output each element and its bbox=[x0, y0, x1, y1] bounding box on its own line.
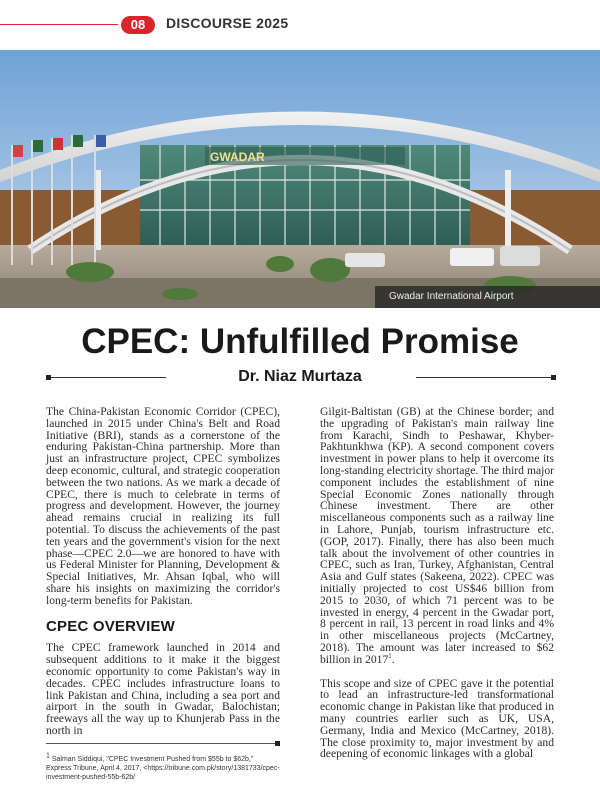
author-name: Dr. Niaz Murtaza bbox=[238, 368, 362, 385]
column-left bbox=[46, 406, 280, 737]
page-number-badge: 08 bbox=[121, 16, 155, 34]
page-header bbox=[0, 0, 600, 50]
column-right bbox=[320, 406, 554, 760]
publication-title: DISCOURSE 2025 bbox=[166, 15, 289, 31]
airport-photo bbox=[0, 50, 600, 308]
author-rule-right bbox=[416, 377, 556, 378]
footnote-rule bbox=[46, 743, 280, 744]
intro-paragraph: The China-Pakistan Economic Corridor (CPEC), launched in 2015 under China's Belt and Road Initiative (BRI), stands as a cornerstone of the enduring Pakistan-China partnership. More than just an infrastructure project, CPEC symbolizes deep economic, cultural, and strategic cooperation between the two nations. As we mark a decade of CPEC, there is much to celebrate in terms of progress and development. However, the journey ahead remains crucial in realizing its full potential. To discuss the achievements of the past ten years and the government's vision for the next phase—CPEC 2.0—we are honored to have with us Federal Minister for Planning, Development & Special Initiatives, Mr. Ahsan Iqbal, who will share his insights on maximizing the corridor's long-term benefits for Pakistan. bbox=[46, 405, 280, 607]
photo-caption: Gwadar International Airport bbox=[375, 286, 600, 308]
section-heading: CPEC OVERVIEW bbox=[46, 617, 176, 635]
overview-paragraph: The CPEC framework launched in 2014 and subsequent additions to it make it the biggest economic opportunity to come Pakistan's way in decades. CPEC includes infrastructure loans to link Pakistan and China, including a sea port and airport in the south in Gwadar, Balochistan; freeways all the way up to Khunjerab Pass in the north in bbox=[46, 641, 280, 737]
header-rule bbox=[0, 24, 118, 25]
airport-sign: GWADAR bbox=[210, 150, 265, 164]
article-title: CPEC: Unfulfilled Promise bbox=[81, 322, 519, 361]
body-paragraph-2: This scope and size of CPEC gave it the potential to lead an infrastructure-led transformational economic change in Pakistan like that produced in many countries earlier such as UK, USA, Germany, India and Mexico (McCartney, 2018). The close proximity to, major investment by and deepening of economic linkages with a global bbox=[320, 676, 554, 761]
body-paragraph: Gilgit-Baltistan (GB) at the Chinese border; and the upgrading of Pakistan's main railway line from Karachi, Sindh to Peshawar, Khyber-Pakhtunkhwa (KP). A second component covers investment in power plans to help it overcome its long-standing electricity shortage. The third major component includes the establishment of nine Special Economic Zones nationally through Chinese investment. There are other miscellaneous components such as a railway line in Lahore, Punjab, tourism infrastructure etc. (GOP, 2017). Finally, there has also been much talk about the involvement of other countries in CPEC, such as Iran, Turkey, Afghanistan, Central Asia and Gulf states (Sakeena, 2022). CPEC was initially projected to cost US$46 billion from 2015 to 2030, of which 71 percent was to be invested in energy, 4 percent in the Gwadar port, 8 percent in rail, 13 percent in road links and 4% in other miscellaneous projects (McCartney, 2018). The amount was later increased to $62 billion in 2017$^1$. bbox=[320, 405, 554, 666]
footnote-marker: 1 bbox=[46, 752, 50, 760]
footnote-ref[interactable]: 1 bbox=[388, 651, 392, 660]
footnote bbox=[46, 752, 280, 782]
footnote-text: Salman Siddiqui, "CPEC Investment Pushed from $55b to $62b," Express Tribune, April 4, 2017, <https://tribune.com.pk/story/1381733/cpec-investment-pushed-55b-62b/ bbox=[46, 756, 280, 781]
body-paragraph-text: Gilgit-Baltistan (GB) at the Chinese border; and the upgrading of Pakistan's main railway line from Karachi, Sindh to Peshawar, Khyber-Pakhtunkhwa (KP). A second component covers investment in power plans to help it overcome its long-standing electricity shortage. The third major component includes the establishment of nine Special Economic Zones nationally through Chinese investment. There are other miscellaneous components such as a railway line in Lahore, Punjab, tourism infrastructure etc. (GOP, 2017). Finally, there has also been much talk about the involvement of other countries in CPEC, such as Iran, Turkey, Afghanistan, Central Asia and Gulf states (Sakeena, 2022). CPEC was initially projected to cost US$46 billion from 2015 to 2030, of which 71 percent was to be invested in energy, 4 percent in the Gwadar port, 8 percent in rail, 13 percent in road links and 4% in other miscellaneous projects (McCartney, 2018). The amount was later increased to $62 billion in 2017 bbox=[320, 405, 554, 666]
airport-illustration bbox=[0, 50, 600, 308]
